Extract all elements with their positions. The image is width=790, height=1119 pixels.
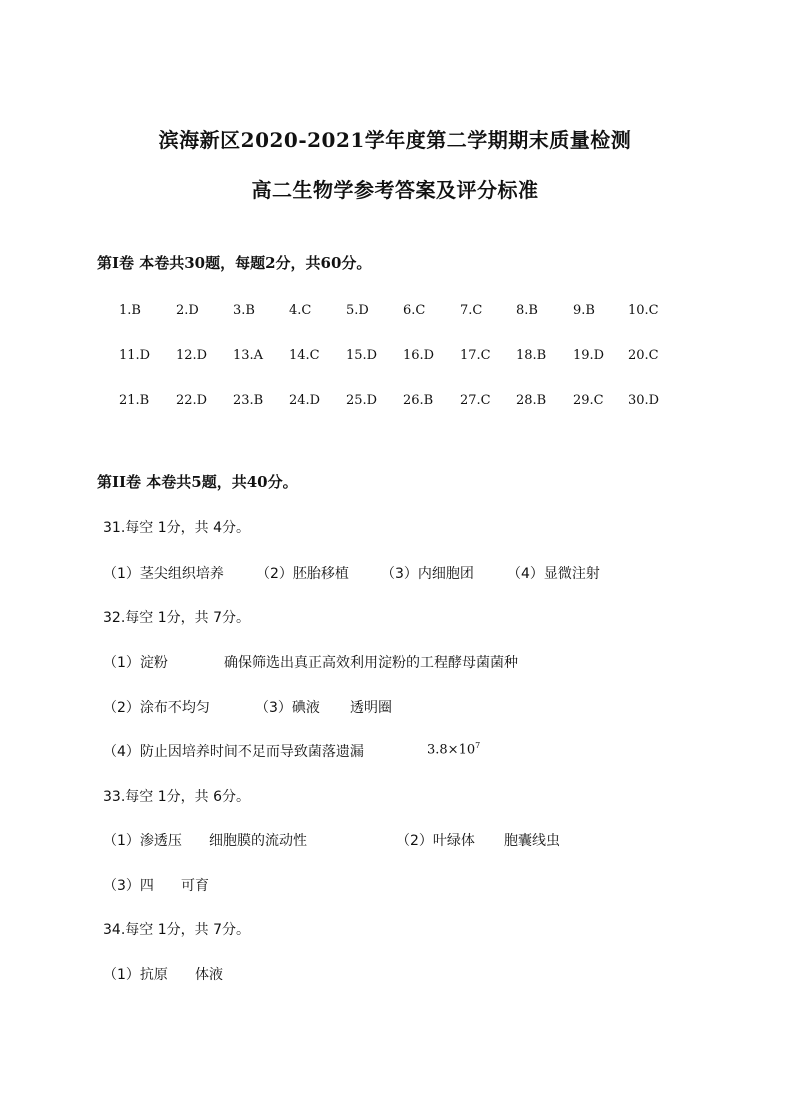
answer-cell: 7.C bbox=[460, 303, 483, 318]
answer-cell: 3.B bbox=[233, 303, 255, 318]
q31-answer-2: （2）胚胎移植 bbox=[256, 566, 349, 582]
answer-cell: 1.B bbox=[119, 303, 141, 318]
q32-answer-4a: （4）防止因培养时间不足而导致菌落遗漏 bbox=[103, 744, 364, 760]
q31-answer-4: （4）显微注射 bbox=[507, 566, 600, 582]
answer-cell: 16.D bbox=[403, 348, 435, 363]
answer-cell: 5.D bbox=[346, 303, 369, 318]
answer-cell: 14.C bbox=[289, 348, 320, 363]
answer-cell: 11.D bbox=[119, 348, 151, 363]
answer-row bbox=[0, 303, 790, 323]
q31-header: 31.每空 1分，共 4分。 bbox=[103, 520, 250, 536]
q32-answer-1a: （1）淀粉 bbox=[103, 655, 168, 671]
q34-header: 34.每空 1分，共 7分。 bbox=[103, 922, 250, 938]
answer-cell: 29.C bbox=[573, 393, 604, 408]
answer-cell: 13.A bbox=[233, 348, 264, 363]
answer-cell: 19.D bbox=[573, 348, 605, 363]
q31-answer-1: （1）茎尖组织培养 bbox=[103, 566, 224, 582]
answer-cell: 4.C bbox=[289, 303, 312, 318]
answer-row bbox=[0, 348, 790, 368]
answer-cell: 10.C bbox=[628, 303, 659, 318]
q32-answer-1b: 确保筛选出真正高效利用淀粉的工程酵母菌菌种 bbox=[224, 655, 518, 671]
q32-header: 32.每空 1分，共 7分。 bbox=[103, 610, 250, 626]
answer-cell: 17.C bbox=[460, 348, 491, 363]
answer-row bbox=[0, 393, 790, 413]
answer-cell: 6.C bbox=[403, 303, 426, 318]
answer-cell: 21.B bbox=[119, 393, 150, 408]
answer-cell: 20.C bbox=[628, 348, 659, 363]
q33-answer-2b: 胞囊线虫 bbox=[504, 833, 560, 849]
answer-cell: 2.D bbox=[176, 303, 199, 318]
q33-answer-1b: 细胞膜的流动性 bbox=[209, 833, 307, 849]
q33-answer-1a: （1）渗透压 bbox=[103, 833, 182, 849]
answer-cell: 12.D bbox=[176, 348, 208, 363]
q32-answer-3a: （3）碘液 bbox=[255, 700, 320, 716]
q32-answer-2: （2）涂布不均匀 bbox=[103, 700, 210, 716]
answer-cell: 9.B bbox=[573, 303, 595, 318]
document-title: 滨海新区2020-2021学年度第二学期期末质量检测 bbox=[158, 128, 632, 152]
q33-header: 33.每空 1分，共 6分。 bbox=[103, 789, 250, 805]
q32-answer-4b-exponent: 7 bbox=[475, 741, 481, 750]
q34-answer-1a: （1）抗原 bbox=[103, 967, 168, 983]
section1-heading: 第I卷 本卷共30题，每题2分，共60分。 bbox=[97, 254, 372, 272]
answer-cell: 28.B bbox=[516, 393, 547, 408]
q32-answer-4b-base: 3.8×10 bbox=[427, 742, 476, 758]
answer-cell: 22.D bbox=[176, 393, 208, 408]
q32-answer-4b bbox=[427, 741, 480, 757]
answer-cell: 26.B bbox=[403, 393, 434, 408]
answer-cell: 30.D bbox=[628, 393, 660, 408]
answer-cell: 23.B bbox=[233, 393, 264, 408]
q31-answer-3: （3）内细胞团 bbox=[381, 566, 474, 582]
q33-answer-2a: （2）叶绿体 bbox=[396, 833, 475, 849]
q32-answer-3b: 透明圈 bbox=[350, 700, 392, 716]
document-subtitle: 高二生物学参考答案及评分标准 bbox=[251, 178, 539, 202]
answer-cell: 15.D bbox=[346, 348, 378, 363]
section2-heading: 第II卷 本卷共5题，共40分。 bbox=[97, 473, 298, 491]
q34-answer-1b: 体液 bbox=[195, 967, 223, 983]
answer-cell: 24.D bbox=[289, 393, 321, 408]
answer-cell: 27.C bbox=[460, 393, 491, 408]
answer-cell: 25.D bbox=[346, 393, 378, 408]
q33-answer-3b: 可育 bbox=[181, 878, 209, 894]
answer-cell: 8.B bbox=[516, 303, 538, 318]
answer-cell: 18.B bbox=[516, 348, 547, 363]
q33-answer-3a: （3）四 bbox=[103, 878, 154, 894]
